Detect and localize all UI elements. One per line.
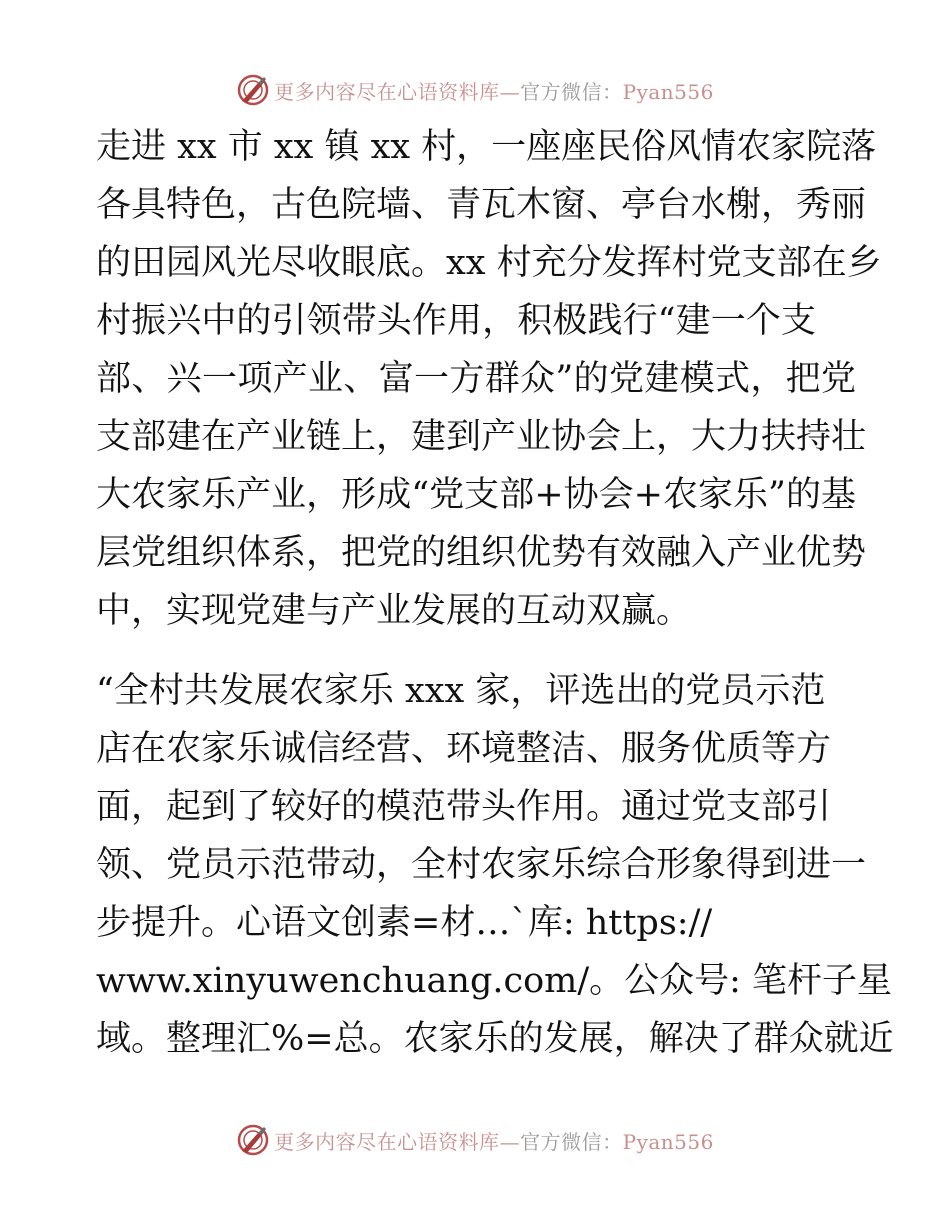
paragraph-1-line-9: 中，实现党建与产业发展的互动双赢。 bbox=[96, 591, 692, 631]
paragraph-1-line-7: 大农家乐产业，形成“党支部+协会+农家乐”的基 bbox=[96, 475, 856, 515]
paragraph-1 bbox=[96, 118, 882, 640]
header-site-name: 更多内容尽在心语资料库 bbox=[274, 79, 500, 104]
paragraph-2 bbox=[96, 662, 894, 1068]
document-body bbox=[96, 118, 894, 1068]
paragraph-1-line-8: 层党组织体系，把党的组织优势有效融入产业优势 bbox=[96, 533, 867, 573]
footer-banner bbox=[0, 1120, 950, 1160]
paragraph-2-line-4: 领、党员示范带动，全村农家乐综合形象得到进一 bbox=[96, 845, 867, 885]
paragraph-1-line-1: 走进 xx 市 xx 镇 xx 村，一座座民俗风情农家院落 bbox=[96, 127, 877, 167]
footer-official-label: 官方微信： bbox=[520, 1129, 623, 1154]
paragraph-2-line-2: 店在农家乐诚信经营、环境整洁、服务优质等方 bbox=[96, 729, 832, 769]
header-banner-text bbox=[274, 76, 714, 105]
footer-account: Pyan556 bbox=[622, 1129, 714, 1154]
paragraph-2-line-6: www.xinyuwenchuang.com/。公众号: 笔杆子星 bbox=[96, 961, 893, 1001]
paragraph-1-line-6: 支部建在产业链上，建到产业协会上，大力扶持壮 bbox=[96, 417, 867, 457]
paragraph-1-line-5: 部、兴一项产业、富一方群众”的党建模式，把党 bbox=[96, 359, 856, 399]
paragraph-1-line-2: 各具特色，古色院墙、青瓦木窗、亭台水榭，秀丽 bbox=[96, 185, 867, 225]
paragraph-2-line-5: 步提升。心语文创素=材…`库: https:// bbox=[96, 903, 713, 943]
header-banner bbox=[0, 70, 950, 110]
header-account: Pyan556 bbox=[622, 79, 714, 104]
paragraph-2-line-1: “全村共发展农家乐 xxx 家，评选出的党员示范 bbox=[96, 671, 826, 711]
header-official-label: 官方微信： bbox=[520, 79, 623, 104]
pen-logo-icon bbox=[236, 73, 270, 107]
paragraph-2-line-7: 域。整理汇%=总。农家乐的发展，解决了群众就近 bbox=[96, 1019, 894, 1059]
footer-dash: — bbox=[499, 1129, 521, 1154]
footer-site-name: 更多内容尽在心语资料库 bbox=[274, 1129, 500, 1154]
paragraph-1-line-4: 村振兴中的引领带头作用，积极践行“建一个支 bbox=[96, 301, 816, 341]
footer-banner-text bbox=[274, 1126, 714, 1155]
pen-logo-icon bbox=[236, 1123, 270, 1157]
paragraph-1-line-3: 的田园风光尽收眼底。xx 村充分发挥村党支部在乡 bbox=[96, 243, 882, 283]
header-dash: — bbox=[499, 79, 521, 104]
paragraph-2-line-3: 面，起到了较好的模范带头作用。通过党支部引 bbox=[96, 787, 832, 827]
paragraph-gap bbox=[96, 640, 856, 662]
